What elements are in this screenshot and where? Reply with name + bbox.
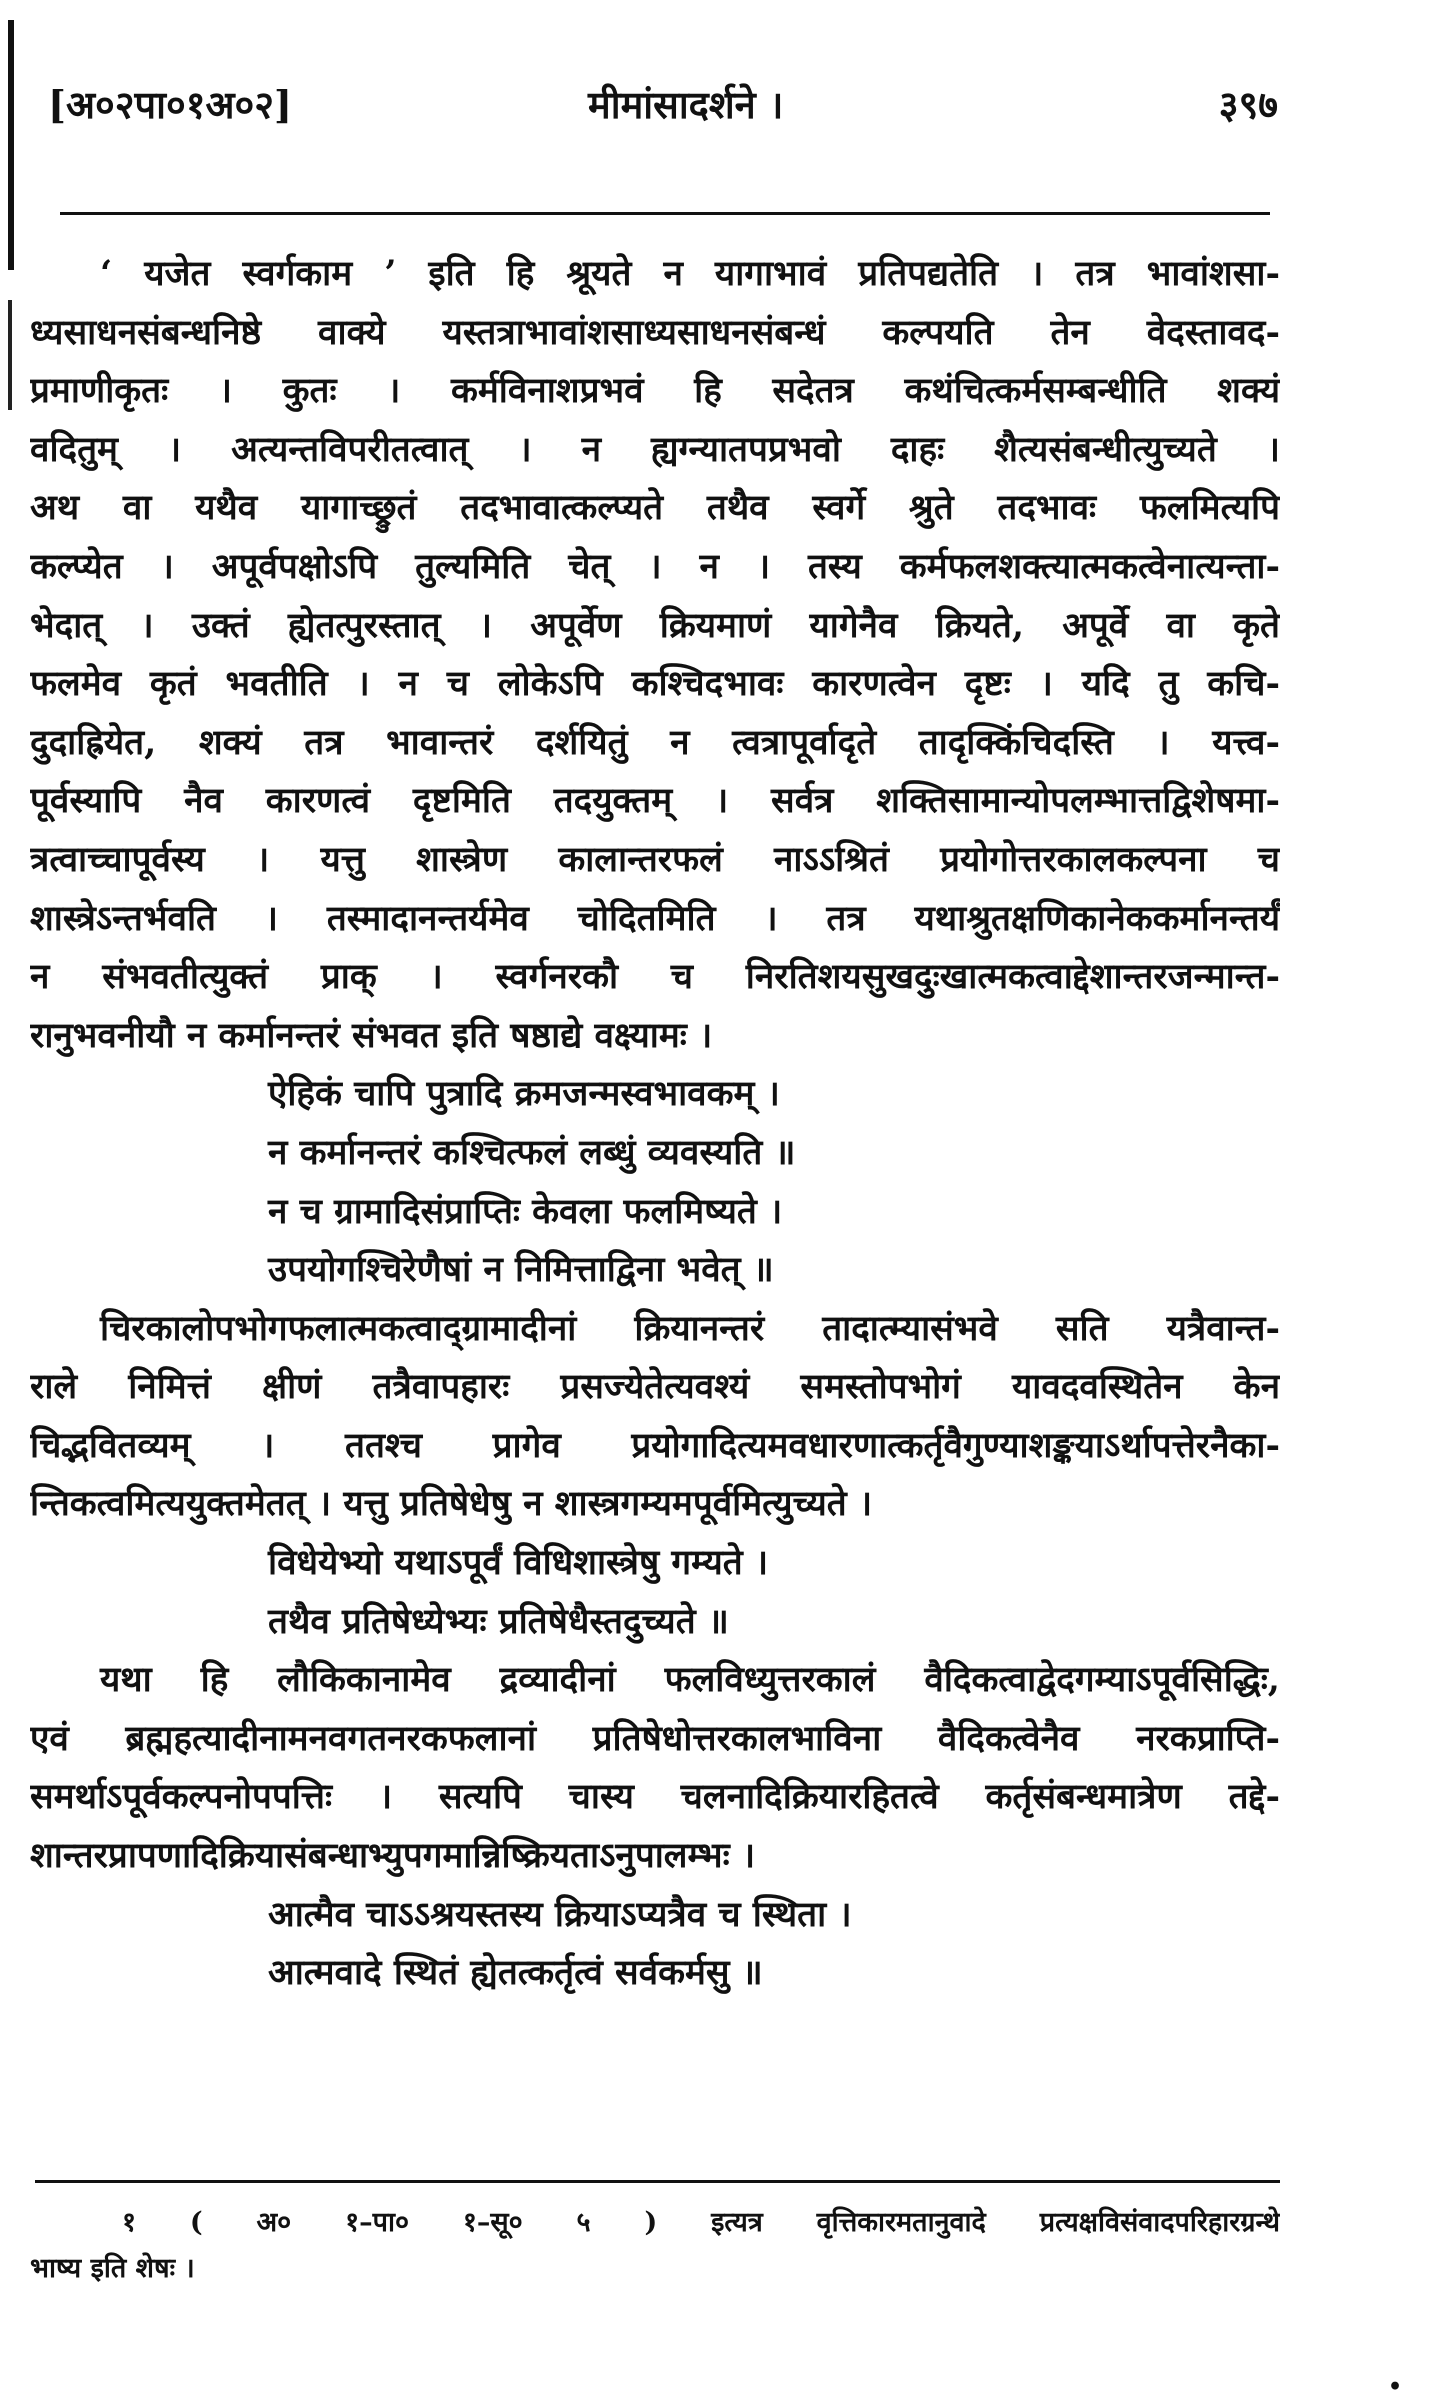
text-line: प्रमाणीकृतः । कुतः । कर्मविनाशप्रभवं हि सदेतत्र कथंचित्कर्मसम्बन्धीति शक्यं: [30, 370, 1280, 412]
verse-line: तथैव प्रतिषेध्येभ्यः प्रतिषेधैस्तदुच्यते ॥: [268, 1600, 729, 1642]
main-text: [30, 245, 1280, 2003]
section-reference: [अ०२पा०१अ०२]: [48, 82, 293, 127]
text-line: कल्प्येत । अपूर्वपक्षोऽपि तुल्यमिति चेत् । न । तस्य कर्मफलशक्त्यात्मकत्वेनात्यन्ता-: [30, 545, 1280, 587]
text-line: ‘ यजेत स्वर्गकाम ’ इति हि श्रूयते न यागाभावं प्रतिपद्यतेति । तत्र भावांशसा-: [100, 253, 1280, 294]
text-line: न संभवतीत्युक्तं प्राक् । स्वर्गनरकौ च निरतिशयसुखदुःखात्मकत्वाद्देशान्तरजन्मान्त-: [30, 956, 1280, 998]
verse-line: आत्मैव चाऽऽश्रयस्तस्य क्रियाऽप्यत्रैव च स्थिता ।: [268, 1893, 852, 1935]
text-line: शान्तरप्रापणादिक्रियासंबन्धाभ्युपगमान्निष्क्रियताऽनुपालम्भः ।: [30, 1835, 756, 1877]
running-title: मीमांसादर्शने ।: [588, 82, 784, 127]
text-line: यथा हि लौकिकानामेव द्रव्यादीनां फलविध्युत्तरकालं वैदिकत्वाद्वेदगम्याऽपूर्वसिद्धिः,: [100, 1659, 1280, 1701]
text-line: शास्त्रेऽन्तर्भवति । तस्मादानन्तर्यमेव चोदितमिति । तत्र यथाश्रुतक्षणिकानेककर्मानन्तर्यं: [30, 897, 1280, 939]
text-line: त्रत्वाच्चापूर्वस्य । यत्तु शास्त्रेण कालान्तरफलं नाऽऽश्रितं प्रयोगोत्तरकालकल्पना च: [30, 838, 1280, 880]
footnote-line: १ ( अ० १–पा० १–सू० ५ ) इत्यत्र वृत्तिकारमतानुवादे प्रत्यक्षविसंवादपरिहारग्रन्थे: [122, 2207, 1280, 2238]
text-line: वदितुम् । अत्यन्तविपरीतत्वात् । न ह्यग्न्यातपप्रभवो दाहः शैत्यसंबन्धीत्युच्यते ।: [30, 428, 1280, 470]
text-line: एवं ब्रह्महत्यादीनामनवगतनरकफलानां प्रतिषेधोत्तरकालभाविना वैदिकत्वेनैव नरकप्राप्ति-: [30, 1717, 1280, 1759]
verse-line: न च ग्रामादिसंप्राप्तिः केवला फलमिष्यते ।: [268, 1190, 783, 1232]
binding-edge-mark-lower: [8, 300, 12, 410]
text-line: ध्यसाधनसंबन्धनिष्ठे वाक्ये यस्तत्राभावांशसाध्यसाधनसंबन्धं कल्पयति तेन वेदस्तावद-: [30, 311, 1280, 353]
page-number: ३९७: [1218, 82, 1278, 127]
footnote-line: भाष्य इति शेषः ।: [30, 2253, 195, 2284]
footnote-divider: [35, 2180, 1280, 2183]
text-line: समर्थाऽपूर्वकल्पनोपपत्तिः । सत्यपि चास्य चलनादिक्रियारहितत्वे कर्तृसंबन्धमात्रेण तद्दे-: [30, 1776, 1280, 1818]
text-line: फलमेव कृतं भवतीति । न च लोकेऽपि कश्चिदभावः कारणत्वेन दृष्टः । यदि तु कचि-: [30, 663, 1280, 705]
text-line: अथ वा यथैव यागाच्छ्रुतं तदभावात्कल्प्यते तथैव स्वर्गे श्रुते तदभावः फलमित्यपि: [30, 487, 1280, 529]
verse-line: उपयोगश्चिरेणैषां न निमित्ताद्विना भवेत् ॥: [268, 1249, 774, 1291]
text-line: न्तिकत्वमित्ययुक्तमेतत् । यत्तु प्रतिषेधेषु न शास्त्रगम्यमपूर्वमित्युच्यते ।: [30, 1483, 873, 1525]
binding-edge-mark: [8, 20, 14, 270]
text-line: पूर्वस्यापि नैव कारणत्वं दृष्टमिति तदयुक्तम् । सर्वत्र शक्तिसामान्योपलम्भात्तद्विशेषमा-: [30, 780, 1280, 822]
page-corner-mark: •: [1388, 2374, 1403, 2400]
header-divider: [60, 212, 1270, 215]
verse-line: आत्मवादे स्थितं ह्येतत्कर्तृत्वं सर्वकर्मसु ॥: [268, 1952, 763, 1994]
text-line: चिरकालोपभोगफलात्मकत्वाद्ग्रामादीनां क्रियानन्तरं तादात्म्यासंभवे सति यत्रैवान्त-: [100, 1307, 1280, 1349]
text-line: दुदाह्रियेत, शक्यं तत्र भावान्तरं दर्शयितुं न त्वत्रापूर्वादृते तादृक्किंचिदस्ति । यत्त्व-: [30, 721, 1280, 763]
running-header: [48, 78, 1278, 148]
text-line: राले निमित्तं क्षीणं तत्रैवापहारः प्रसज्येतेत्यवश्यं समस्तोपभोगं यावदवस्थितेन केन: [30, 1366, 1280, 1408]
text-line: भेदात् । उक्तं ह्येतत्पुरस्तात् । अपूर्वेण क्रियमाणं यागेनैव क्रियते, अपूर्वे वा कृते: [30, 604, 1280, 646]
footnote: [30, 2200, 1280, 2292]
text-line: रानुभवनीयौ न कर्मानन्तरं संभवत इति षष्ठाद्ये वक्ष्यामः ।: [30, 1014, 713, 1056]
verse-line: ऐहिकं चापि पुत्रादि क्रमजन्मस्वभावकम् ।: [268, 1073, 780, 1115]
verse-line: न कर्मानन्तरं कश्चित्फलं लब्धुं व्यवस्यति ॥: [268, 1131, 796, 1173]
text-line: चिद्भवितव्यम् । ततश्च प्रागेव प्रयोगादित्यमवधारणात्कर्तृवैगुण्याशङ्कयाऽर्थापत्तेरनैका-: [30, 1424, 1280, 1466]
verse-line: विधेयेभ्यो यथाऽपूर्वं विधिशास्त्रेषु गम्यते ।: [268, 1542, 769, 1584]
